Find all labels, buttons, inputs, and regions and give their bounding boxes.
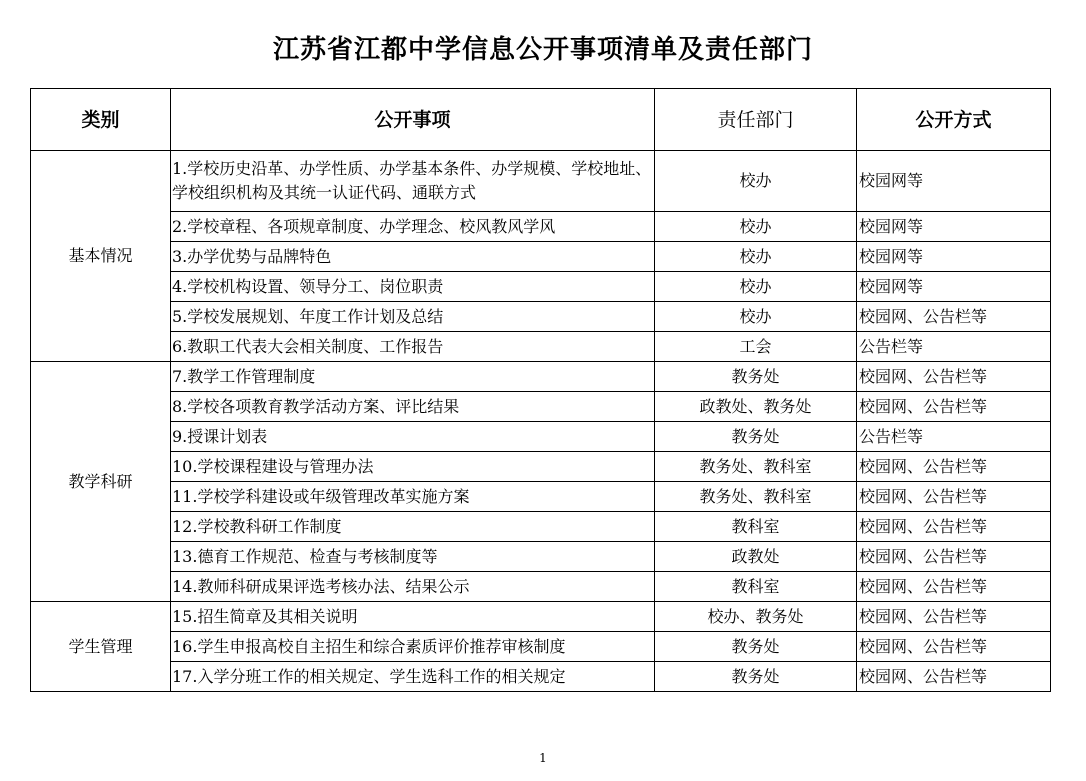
method-cell: 校园网、公告栏等 [857, 572, 1051, 602]
method-cell: 校园网、公告栏等 [857, 632, 1051, 662]
department-cell: 工会 [655, 332, 857, 362]
department-cell: 校办 [655, 272, 857, 302]
document-title: 江苏省江都中学信息公开事项清单及责任部门 [272, 35, 813, 65]
department-cell: 教务处、教科室 [655, 452, 857, 482]
department-cell: 教务处、教科室 [655, 482, 857, 512]
item-cell: 1.学校历史沿革、办学性质、办学基本条件、办学规模、学校地址、学校组织机构及其统一认证代码、通联方式 [171, 151, 655, 212]
method-cell: 校园网等 [857, 242, 1051, 272]
method-cell: 公告栏等 [857, 422, 1051, 452]
category-cell: 学生管理 [31, 602, 171, 692]
item-cell: 11.学校学科建设或年级管理改革实施方案 [171, 482, 655, 512]
department-cell: 教务处 [655, 632, 857, 662]
category-cell: 基本情况 [31, 151, 171, 362]
department-cell: 教务处 [655, 662, 857, 692]
item-cell: 8.学校各项教育教学活动方案、评比结果 [171, 392, 655, 422]
table-row [31, 602, 1051, 632]
department-cell: 政教处、教务处 [655, 392, 857, 422]
item-cell: 4.学校机构设置、领导分工、岗位职责 [171, 272, 655, 302]
method-cell: 校园网、公告栏等 [857, 362, 1051, 392]
item-cell: 2.学校章程、各项规章制度、办学理念、校风教风学风 [171, 212, 655, 242]
header-method: 公开方式 [857, 89, 1051, 151]
department-cell: 校办 [655, 242, 857, 272]
table-row [31, 452, 1051, 482]
method-cell: 校园网、公告栏等 [857, 392, 1051, 422]
item-cell: 16.学生申报高校自主招生和综合素质评价推荐审核制度 [171, 632, 655, 662]
page-number: 1 [539, 751, 547, 765]
department-cell: 校办 [655, 212, 857, 242]
table-row [31, 422, 1051, 452]
department-cell: 校办、教务处 [655, 602, 857, 632]
table-row [31, 212, 1051, 242]
table-row [31, 632, 1051, 662]
table-row [31, 151, 1051, 212]
header-item: 公开事项 [171, 89, 655, 151]
method-cell: 校园网、公告栏等 [857, 602, 1051, 632]
table-row [31, 302, 1051, 332]
department-cell: 教务处 [655, 362, 857, 392]
method-cell: 校园网、公告栏等 [857, 302, 1051, 332]
item-cell: 3.办学优势与品牌特色 [171, 242, 655, 272]
category-cell: 教学科研 [31, 362, 171, 602]
table-row [31, 512, 1051, 542]
method-cell: 校园网、公告栏等 [857, 482, 1051, 512]
department-cell: 校办 [655, 151, 857, 212]
method-cell: 校园网等 [857, 151, 1051, 212]
table-header-row [31, 89, 1051, 151]
method-cell: 校园网、公告栏等 [857, 452, 1051, 482]
item-cell: 17.入学分班工作的相关规定、学生选科工作的相关规定 [171, 662, 655, 692]
table-row [31, 242, 1051, 272]
table-row [31, 362, 1051, 392]
item-cell: 7.教学工作管理制度 [171, 362, 655, 392]
table-row [31, 572, 1051, 602]
item-cell: 12.学校教科研工作制度 [171, 512, 655, 542]
item-cell: 14.教师科研成果评选考核办法、结果公示 [171, 572, 655, 602]
department-cell: 教务处 [655, 422, 857, 452]
item-cell: 10.学校课程建设与管理办法 [171, 452, 655, 482]
method-cell: 校园网等 [857, 272, 1051, 302]
department-cell: 教科室 [655, 572, 857, 602]
department-cell: 政教处 [655, 542, 857, 572]
table-row [31, 332, 1051, 362]
method-cell: 公告栏等 [857, 332, 1051, 362]
item-cell: 15.招生简章及其相关说明 [171, 602, 655, 632]
department-cell: 校办 [655, 302, 857, 332]
item-cell: 5.学校发展规划、年度工作计划及总结 [171, 302, 655, 332]
table-row [31, 392, 1051, 422]
table-row [31, 662, 1051, 692]
header-category: 类别 [31, 89, 171, 151]
header-department: 责任部门 [655, 89, 857, 151]
table-row [31, 272, 1051, 302]
table-row [31, 482, 1051, 512]
table-row [31, 542, 1051, 572]
item-cell: 9.授课计划表 [171, 422, 655, 452]
method-cell: 校园网、公告栏等 [857, 512, 1051, 542]
item-cell: 6.教职工代表大会相关制度、工作报告 [171, 332, 655, 362]
item-cell: 13.德育工作规范、检查与考核制度等 [171, 542, 655, 572]
method-cell: 校园网等 [857, 212, 1051, 242]
method-cell: 校园网、公告栏等 [857, 542, 1051, 572]
disclosure-table [30, 88, 1051, 692]
method-cell: 校园网、公告栏等 [857, 662, 1051, 692]
department-cell: 教科室 [655, 512, 857, 542]
